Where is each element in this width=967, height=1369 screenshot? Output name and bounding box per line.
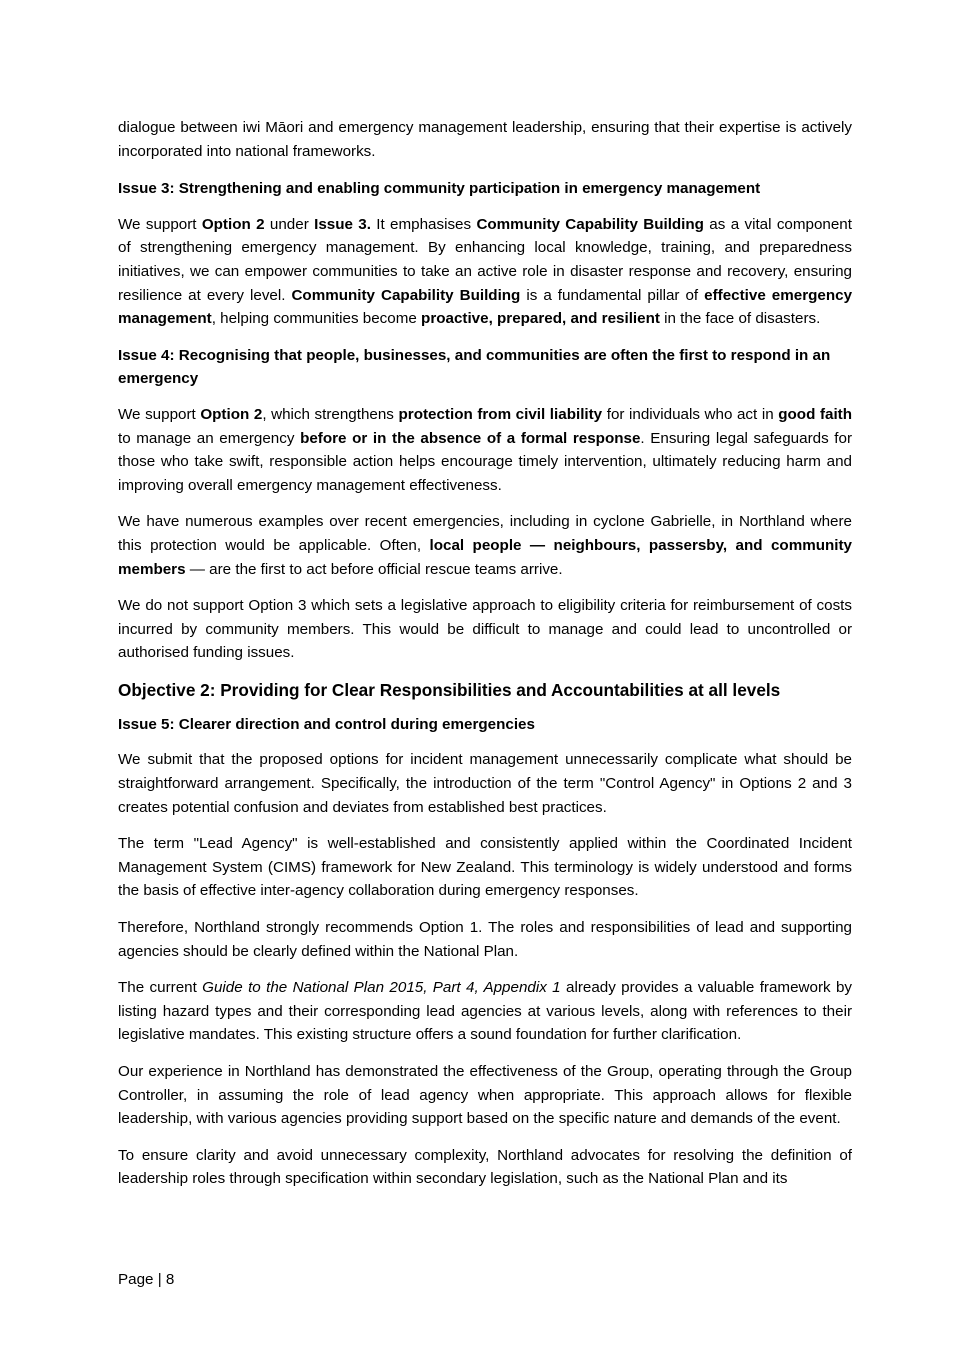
issue-5-paragraph-3: Therefore, Northland strongly recommends Option 1. The roles and responsibilities of lead and supporting agencies should be clearly defined within the National Plan. [118,919,852,960]
page-number-footer: Page | 8 [118,1271,175,1288]
document-page [118,116,852,1204]
issue-4-heading: Issue 4: Recognising that people, businesses, and communities are often the first to respond in an emergency [118,346,831,388]
issue-3-paragraph: We support Option 2 under Issue 3. It emphasises Community Capability Building as a vital component of strengthening emergency management. By enhancing local knowledge, training, and preparedness initiatives, we can empower communities to take an active role in disaster response and recovery, ensuring resilience at every level. Community Capability Building is a fundamental pillar of effective emergency management, helping communities become proactive, prepared, and resilient in the face of disasters. [118,215,853,328]
issue-3-heading: Issue 3: Strengthening and enabling community participation in emergency management [118,180,761,198]
issue-5-paragraph-2: The term "Lead Agency" is well-established and consistently applied within the Coordinated Incident Management System (CIMS) framework for New Zealand. This terminology is widely understood and forms the basis of effective inter-agency collaboration during emergency responses. [118,835,852,900]
continuation-paragraph: dialogue between iwi Māori and emergency management leadership, ensuring that their expertise is actively incorporated into national frameworks. [118,119,852,160]
objective-2-heading: Objective 2: Providing for Clear Responsibilities and Accountabilities at all levels [118,679,781,700]
issue-5-heading: Issue 5: Clearer direction and control during emergencies [118,715,535,733]
issue-5-paragraph-1: We submit that the proposed options for incident management unnecessarily complicate what should be straightforward arrangement. Specifically, the introduction of the term "Control Agency" in Options 2 and 3 creates potential confusion and deviates from established best practices. [118,751,852,816]
issue-5-paragraph-5: Our experience in Northland has demonstrated the effectiveness of the Group, operating through the Group Controller, in assuming the role of lead agency when appropriate. This approach allows for flexible leadership, with various agencies providing support based on the specific nature and demands of the event. [118,1063,852,1128]
issue-4-paragraph-3: We do not support Option 3 which sets a legislative approach to eligibility criteria for reimbursement of costs incurred by community members. This would be difficult to manage and could lead to uncontrolled or authorised funding issues. [118,597,852,662]
issue-5-paragraph-4: The current Guide to the National Plan 2015, Part 4, Appendix 1 already provides a valuable framework by listing hazard types and their corresponding lead agencies at various levels, along with references to their legislative mandates. This existing structure offers a sound foundation for further clarification. [118,979,853,1044]
issue-4-paragraph-2: We have numerous examples over recent emergencies, including in cyclone Gabrielle, in Northland where this protection would be applicable. Often, local people — neighbours, passersby, and community members — are the first to act before official rescue teams arrive. [118,513,852,578]
issue-5-paragraph-6: To ensure clarity and avoid unnecessary complexity, Northland advocates for resolving the definition of leadership roles through specification within secondary legislation, such as the National Plan and its [118,1146,852,1188]
issue-4-paragraph-1: We support Option 2, which strengthens protection from civil liability for individuals who act in good faith to manage an emergency before or in the absence of a formal response. Ensuring legal safeguards for those who take swift, responsible action helps encourage timely intervention, ultimately reducing harm and improving overall emergency management effectiveness. [118,405,853,494]
